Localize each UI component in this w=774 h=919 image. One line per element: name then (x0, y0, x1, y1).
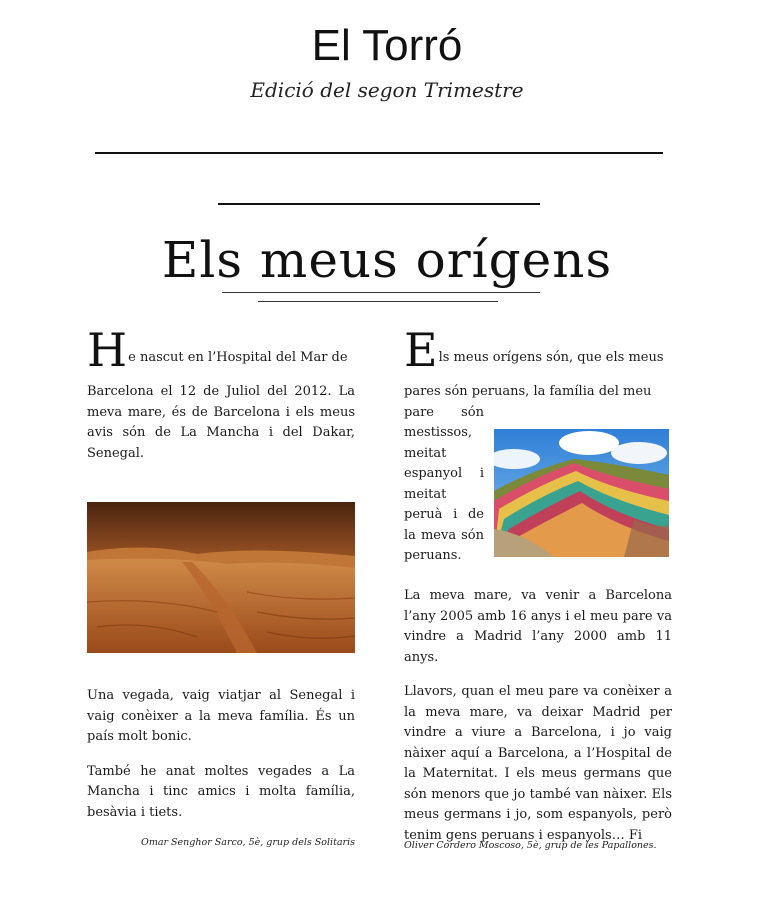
right-intro-first-line (404, 322, 672, 377)
right-column-lower (404, 586, 672, 860)
right-paragraph-2: La meva mare, va venir a Barcelona l’any 2005 amb 16 anys i el meu pare va vindre a Madrid l’any 2000 amb 11 anys. (404, 588, 672, 665)
headline-underline (222, 292, 540, 293)
left-intro-first-line (87, 322, 355, 377)
left-intro-line: e nascut en l’Hospital del Mar de (128, 349, 348, 365)
right-paragraph-3: Llavors, quan el meu pare va conèixer a la meva mare, va deixar Madrid per vindre a viure a Barcelona, i jo vaig nàixer aquí a Barcelona, a l’Hospital de la Maternitat. I els meus germans que són menors que jo també van nàixer. Els meus germans i jo, som espanyols, però tenim gens peruans i espanyols… Fi (404, 684, 672, 843)
desert-photo (87, 502, 355, 653)
left-column (87, 322, 355, 478)
headline-underline-short (258, 301, 498, 302)
left-intro-paragraph: Barcelona el 12 de Juliol del 2012. La meva mare, és de Barcelona i els meus avis són de La Mancha i del Dakar, Senegal. (87, 384, 355, 461)
right-intro-wrap: pare són mestissos, meitat espanyol i meitat peruà i de la meva són peruans. (404, 404, 484, 563)
right-intro-line: ls meus orígens són, que els meus (438, 349, 664, 365)
left-dropcap: H (87, 323, 128, 377)
divider-rule-long (95, 152, 663, 154)
newsletter-title: El Torró (311, 21, 463, 70)
left-signature: Omar Senghor Sarco, 5è, grup dels Solitaris (141, 837, 355, 848)
right-signature: Oliver Cordero Moscoso, 5è, grup de les Papallones. (404, 840, 657, 851)
right-dropcap: E (404, 323, 438, 377)
left-paragraph-2: Una vegada, vaig viatjar al Senegal i vaig conèixer a la meva família. És un país molt bonic. (87, 688, 355, 744)
left-column-lower (87, 686, 355, 837)
rainbow-mountain-photo (494, 429, 669, 557)
article-headline: Els meus orígens (161, 231, 613, 289)
left-paragraph-3: També he anat moltes vegades a La Mancha i tinc amics i molta família, besàvia i tiets. (87, 763, 355, 820)
edition-subtitle: Edició del segon Trimestre (250, 78, 524, 102)
right-intro-second-line: pares són peruans, la família del meu (404, 384, 652, 399)
divider-rule-short (218, 203, 540, 205)
